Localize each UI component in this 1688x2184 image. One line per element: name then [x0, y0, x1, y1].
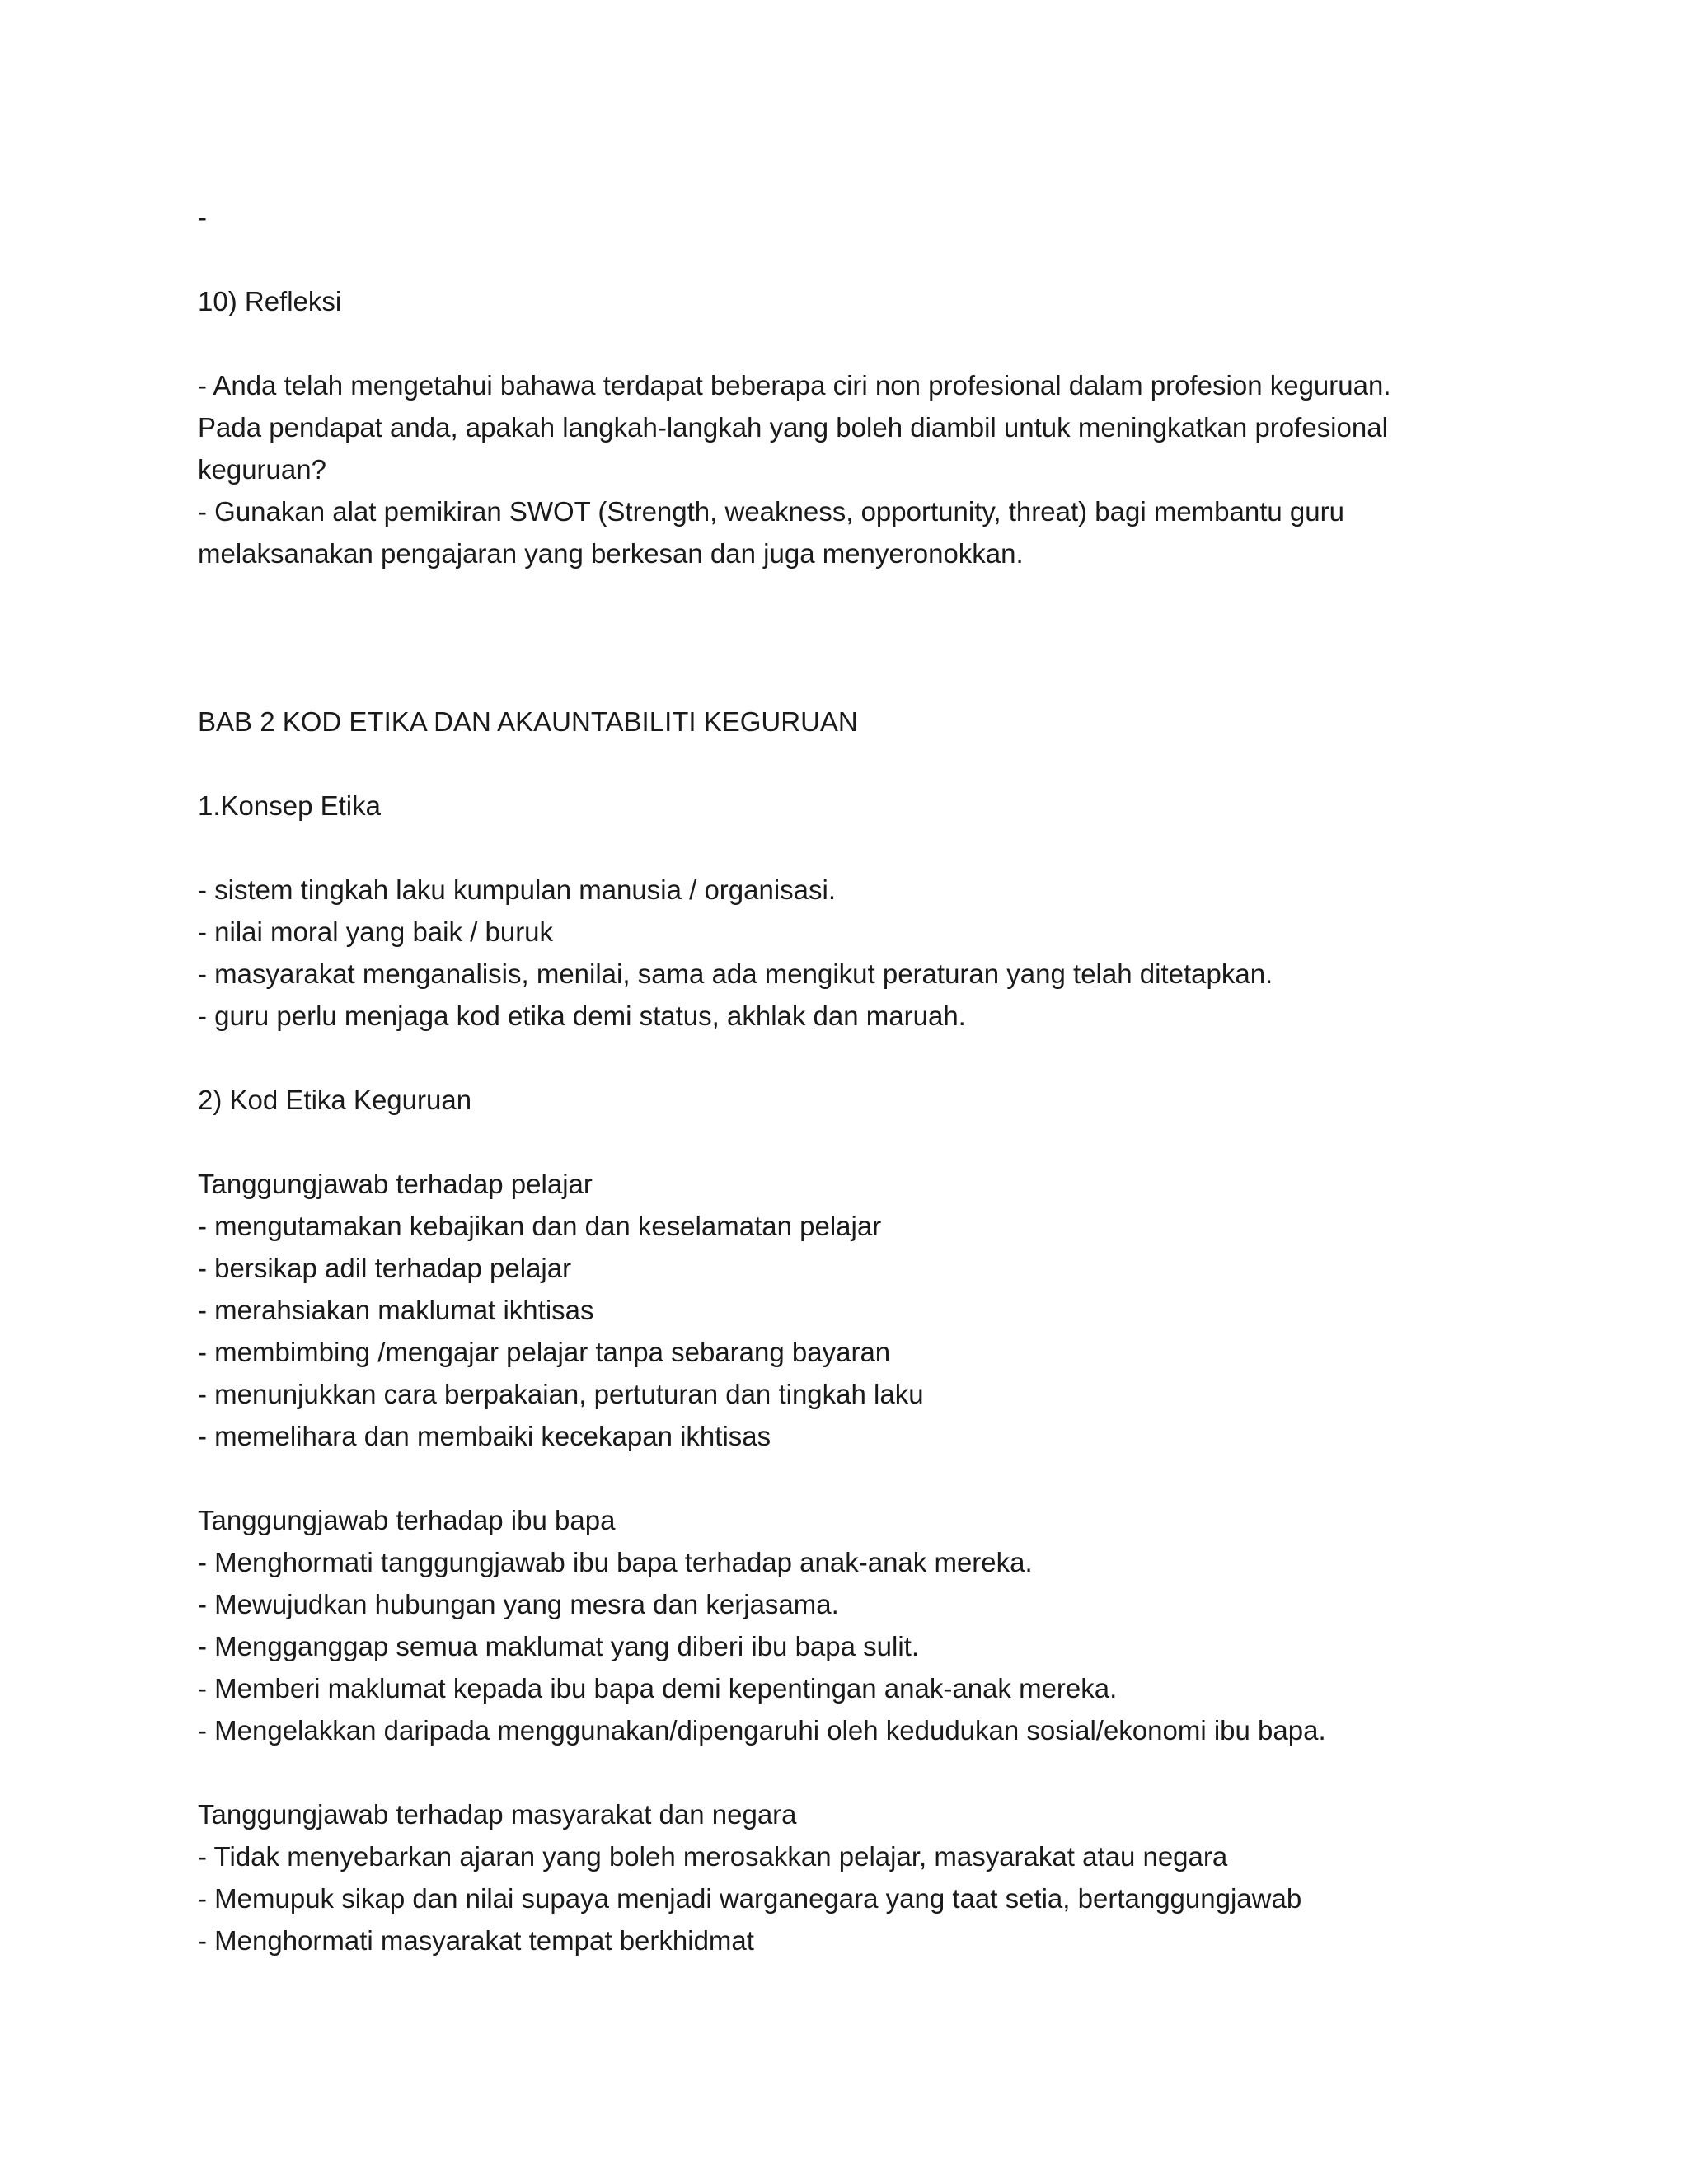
list-item: - Mengelakkan daripada menggunakan/dipengaruhi oleh kedudukan sosial/ekonomi ibu bapa.: [198, 1715, 1326, 1746]
list-item: - Tidak menyebarkan ajaran yang boleh merosakkan pelajar, masyarakat atau negara: [198, 1841, 1228, 1872]
list-item: - Mengganggap semua maklumat yang diberi ibu bapa sulit.: [198, 1631, 920, 1661]
spacer: [198, 743, 1500, 785]
list-item: - guru perlu menjaga kod etika demi status, akhlak dan maruah.: [198, 1001, 966, 1031]
spacer: [198, 1457, 1500, 1499]
list-item: - menunjukkan cara berpakaian, pertuturan dan tingkah laku: [198, 1379, 924, 1409]
paragraph-line: Pada pendapat anda, apakah langkah-langkah yang boleh diambil untuk meningkatkan profesional: [198, 412, 1388, 443]
subheading-pelajar: Tanggungjawab terhadap pelajar: [198, 1169, 593, 1199]
spacer: [198, 827, 1500, 869]
list-item: - bersikap adil terhadap pelajar: [198, 1253, 572, 1283]
spacer: [198, 1037, 1500, 1079]
list-item: - Mewujudkan hubungan yang mesra dan kerjasama.: [198, 1589, 839, 1619]
section-heading-kod-etika: 2) Kod Etika Keguruan: [198, 1085, 472, 1115]
list-item: - nilai moral yang baik / buruk: [198, 916, 554, 947]
list-item: - Menghormati tanggungjawab ibu bapa terhadap anak-anak mereka.: [198, 1547, 1033, 1577]
spacer: [198, 238, 1500, 280]
paragraph-line: - Gunakan alat pemikiran SWOT (Strength, weakness, opportunity, threat) bagi membantu guru: [198, 496, 1344, 527]
list-item: - membimbing /mengajar pelajar tanpa sebarang bayaran: [198, 1337, 891, 1367]
list-item: - sistem tingkah laku kumpulan manusia / organisasi.: [198, 874, 837, 905]
section-heading-refleksi: 10) Refleksi: [198, 286, 342, 316]
subheading-ibu-bapa: Tanggungjawab terhadap ibu bapa: [198, 1505, 616, 1535]
list-item: - mengutamakan kebajikan dan dan keselamatan pelajar: [198, 1211, 882, 1241]
spacer: [198, 1751, 1500, 1793]
spacer: [198, 1121, 1500, 1163]
paragraph-line: - Anda telah mengetahui bahawa terdapat beberapa ciri non profesional dalam profesion keguruan.: [198, 370, 1391, 401]
list-item: - Memupuk sikap dan nilai supaya menjadi warganegara yang taat setia, bertanggungjawab: [198, 1883, 1302, 1914]
subheading-masyarakat: Tanggungjawab terhadap masyarakat dan negara: [198, 1799, 797, 1830]
paragraph-line: keguruan?: [198, 454, 326, 485]
spacer: [198, 322, 1500, 364]
paragraph-line: melaksanakan pengajaran yang berkesan dan juga menyeronokkan.: [198, 538, 1024, 569]
list-item: - Memberi maklumat kepada ibu bapa demi kepentingan anak-anak mereka.: [198, 1673, 1118, 1704]
top-dash: -: [198, 202, 207, 232]
document-page: [198, 196, 1500, 1961]
list-item: - merahsiakan maklumat ikhtisas: [198, 1295, 594, 1325]
list-item: - masyarakat menganalisis, menilai, sama ada mengikut peraturan yang telah ditetapkan.: [198, 958, 1273, 989]
spacer: [198, 574, 1500, 701]
list-item: - Menghormati masyarakat tempat berkhidmat: [198, 1925, 754, 1956]
section-heading-konsep-etika: 1.Konsep Etika: [198, 790, 381, 821]
chapter-title: BAB 2 KOD ETIKA DAN AKAUNTABILITI KEGURUAN: [198, 706, 858, 737]
list-item: - memelihara dan membaiki kecekapan ikhtisas: [198, 1421, 771, 1451]
